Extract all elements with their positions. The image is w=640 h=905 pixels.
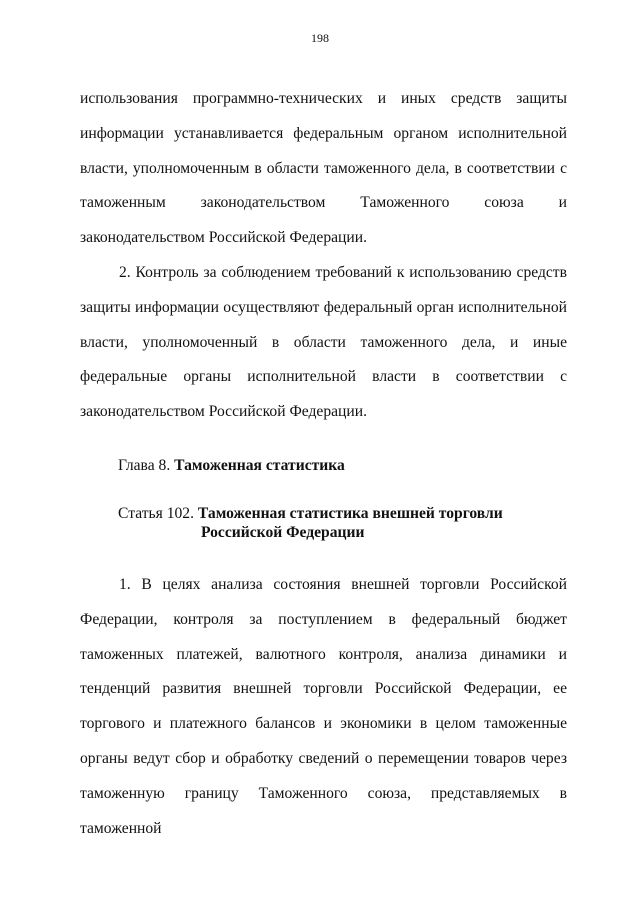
- article-prefix: Статья 102.: [118, 504, 195, 522]
- document-body: [80, 82, 567, 846]
- chapter-heading: [80, 449, 567, 483]
- article-title-line2: Российской Федерации: [201, 523, 365, 541]
- chapter-prefix: Глава 8.: [118, 456, 171, 474]
- paragraph-item-2: 2. Контроль за соблюдением требований к использованию средств защиты информации осуществляют федеральный орган исполнительной власти, уполномоченный в области таможенного дела, и иные федеральные органы исполнительной власти в соответствии с законодательством Российской Федерации.: [80, 263, 567, 421]
- article-heading: [80, 504, 567, 542]
- page-number: 198: [311, 31, 329, 45]
- chapter-title: Таможенная статистика: [174, 456, 345, 474]
- paragraph-continued: использования программно-технических и иных средств защиты информации устанавливается федеральным органом исполнительной власти, уполномоченным в области таможенного дела, в соответствии с таможенным законодательством Таможенного союза и законодательством Российской Федерации.: [80, 90, 567, 247]
- article-title-line1: Таможенная статистика внешней торговли: [197, 504, 503, 522]
- paragraph-item-1: 1. В целях анализа состояния внешней торговли Российской Федерации, контроля за поступлением в федеральный бюджет таможенных платежей, валютного контроля, анализа динамики и тенденций развития внешней торговли Российской Федерации, ее торгового и платежного балансов и экономики в целом таможенные органы ведут сбор и обработку сведений о перемещении товаров через таможенную границу Таможенного союза, представляемых в таможенной: [80, 575, 567, 837]
